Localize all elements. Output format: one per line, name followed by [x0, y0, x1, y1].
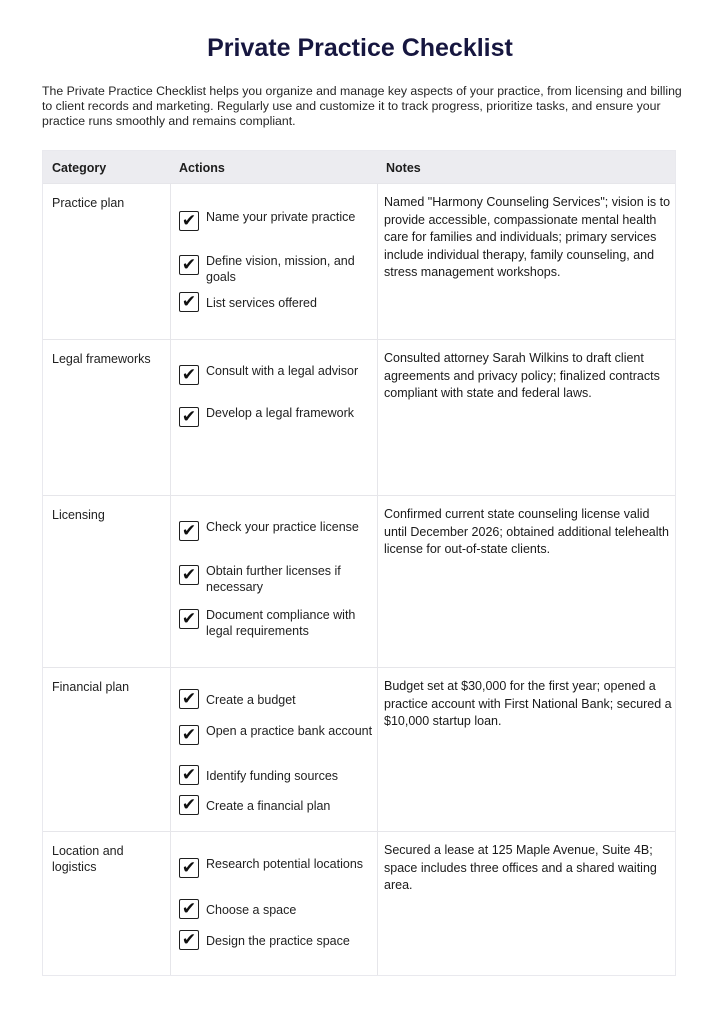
action-label: Define vision, mission, and goals: [206, 254, 355, 284]
checkbox-checked[interactable]: ✔: [179, 365, 199, 385]
action-label: Consult with a legal advisor: [206, 364, 359, 378]
checkbox-checked[interactable]: ✔: [179, 725, 199, 745]
table-header: [43, 151, 675, 183]
notes-cell: Confirmed current state counseling license valid until December 2026; obtained additional telehealth license for out-of-state clients.: [384, 507, 669, 556]
action-label: List services offered: [206, 296, 317, 310]
header-category: Category: [52, 161, 107, 175]
checkbox-checked[interactable]: ✔: [179, 407, 199, 427]
action-label: Choose a space: [206, 903, 297, 917]
action-label: Check your practice license: [206, 520, 359, 534]
actions-cell: [179, 832, 379, 975]
checkbox-checked[interactable]: ✔: [179, 211, 199, 231]
checkbox-checked[interactable]: ✔: [179, 765, 199, 785]
table-row-legal-frameworks: [43, 339, 675, 495]
table-row-licensing: [43, 495, 675, 667]
intro-paragraph: The Private Practice Checklist helps you organize and manage key aspects of your practice, from licensing and billing to client records and marketing. Regularly use and customize it to track progress, prioritize tasks, and ensure your practice runs smoothly and remains compliant.: [42, 84, 682, 128]
checkbox-checked[interactable]: ✔: [179, 292, 199, 312]
category-cell: Practice plan: [52, 196, 125, 210]
action-label: Document compliance with legal requirements: [206, 608, 356, 638]
category-cell: Licensing: [52, 508, 105, 522]
checkbox-checked[interactable]: ✔: [179, 255, 199, 275]
checkbox-checked[interactable]: ✔: [179, 858, 199, 878]
actions-cell: [179, 668, 379, 831]
checklist-table: [42, 150, 676, 976]
category-cell: Location and logistics: [52, 844, 124, 874]
notes-cell: Named "Harmony Counseling Services"; vision is to provide accessible, compassionate mental health care for families and individuals; primary services include individual therapy, family counseling, and stress management workshops.: [384, 195, 671, 279]
table-row-financial-plan: [43, 667, 675, 831]
page-title: Private Practice Checklist: [207, 34, 513, 62]
category-cell: Financial plan: [52, 680, 130, 694]
checkbox-checked[interactable]: ✔: [179, 899, 199, 919]
table-row-practice-plan: [43, 183, 675, 339]
actions-cell: [179, 340, 379, 495]
checkbox-checked[interactable]: ✔: [179, 565, 199, 585]
table-row-location-logistics: [43, 831, 675, 975]
header-actions: Actions: [179, 161, 225, 175]
action-label: Obtain further licenses if necessary: [206, 564, 341, 594]
action-label: Design the practice space: [206, 934, 350, 948]
checkbox-checked[interactable]: ✔: [179, 609, 199, 629]
category-cell: Legal frameworks: [52, 352, 151, 366]
notes-cell: Budget set at $30,000 for the first year; opened a practice account with First National Bank; secured a $10,000 startup loan.: [384, 679, 672, 728]
action-label: Develop a legal framework: [206, 406, 354, 420]
actions-cell: [179, 496, 379, 667]
actions-cell: [179, 184, 379, 339]
notes-cell: Consulted attorney Sarah Wilkins to draft client agreements and privacy policy; finalized contracts compliant with state and federal laws.: [384, 351, 660, 400]
action-label: Create a budget: [206, 693, 296, 707]
action-label: Name your private practice: [206, 210, 356, 224]
action-label: Create a financial plan: [206, 799, 331, 813]
checkbox-checked[interactable]: ✔: [179, 521, 199, 541]
header-notes: Notes: [386, 161, 421, 175]
action-label: Open a practice bank account: [206, 724, 373, 738]
notes-cell: Secured a lease at 125 Maple Avenue, Suite 4B; space includes three offices and a shared waiting area.: [384, 843, 657, 892]
checkbox-checked[interactable]: ✔: [179, 689, 199, 709]
action-label: Research potential locations: [206, 857, 364, 871]
checkbox-checked[interactable]: ✔: [179, 930, 199, 950]
action-label: Identify funding sources: [206, 769, 339, 783]
checkbox-checked[interactable]: ✔: [179, 795, 199, 815]
